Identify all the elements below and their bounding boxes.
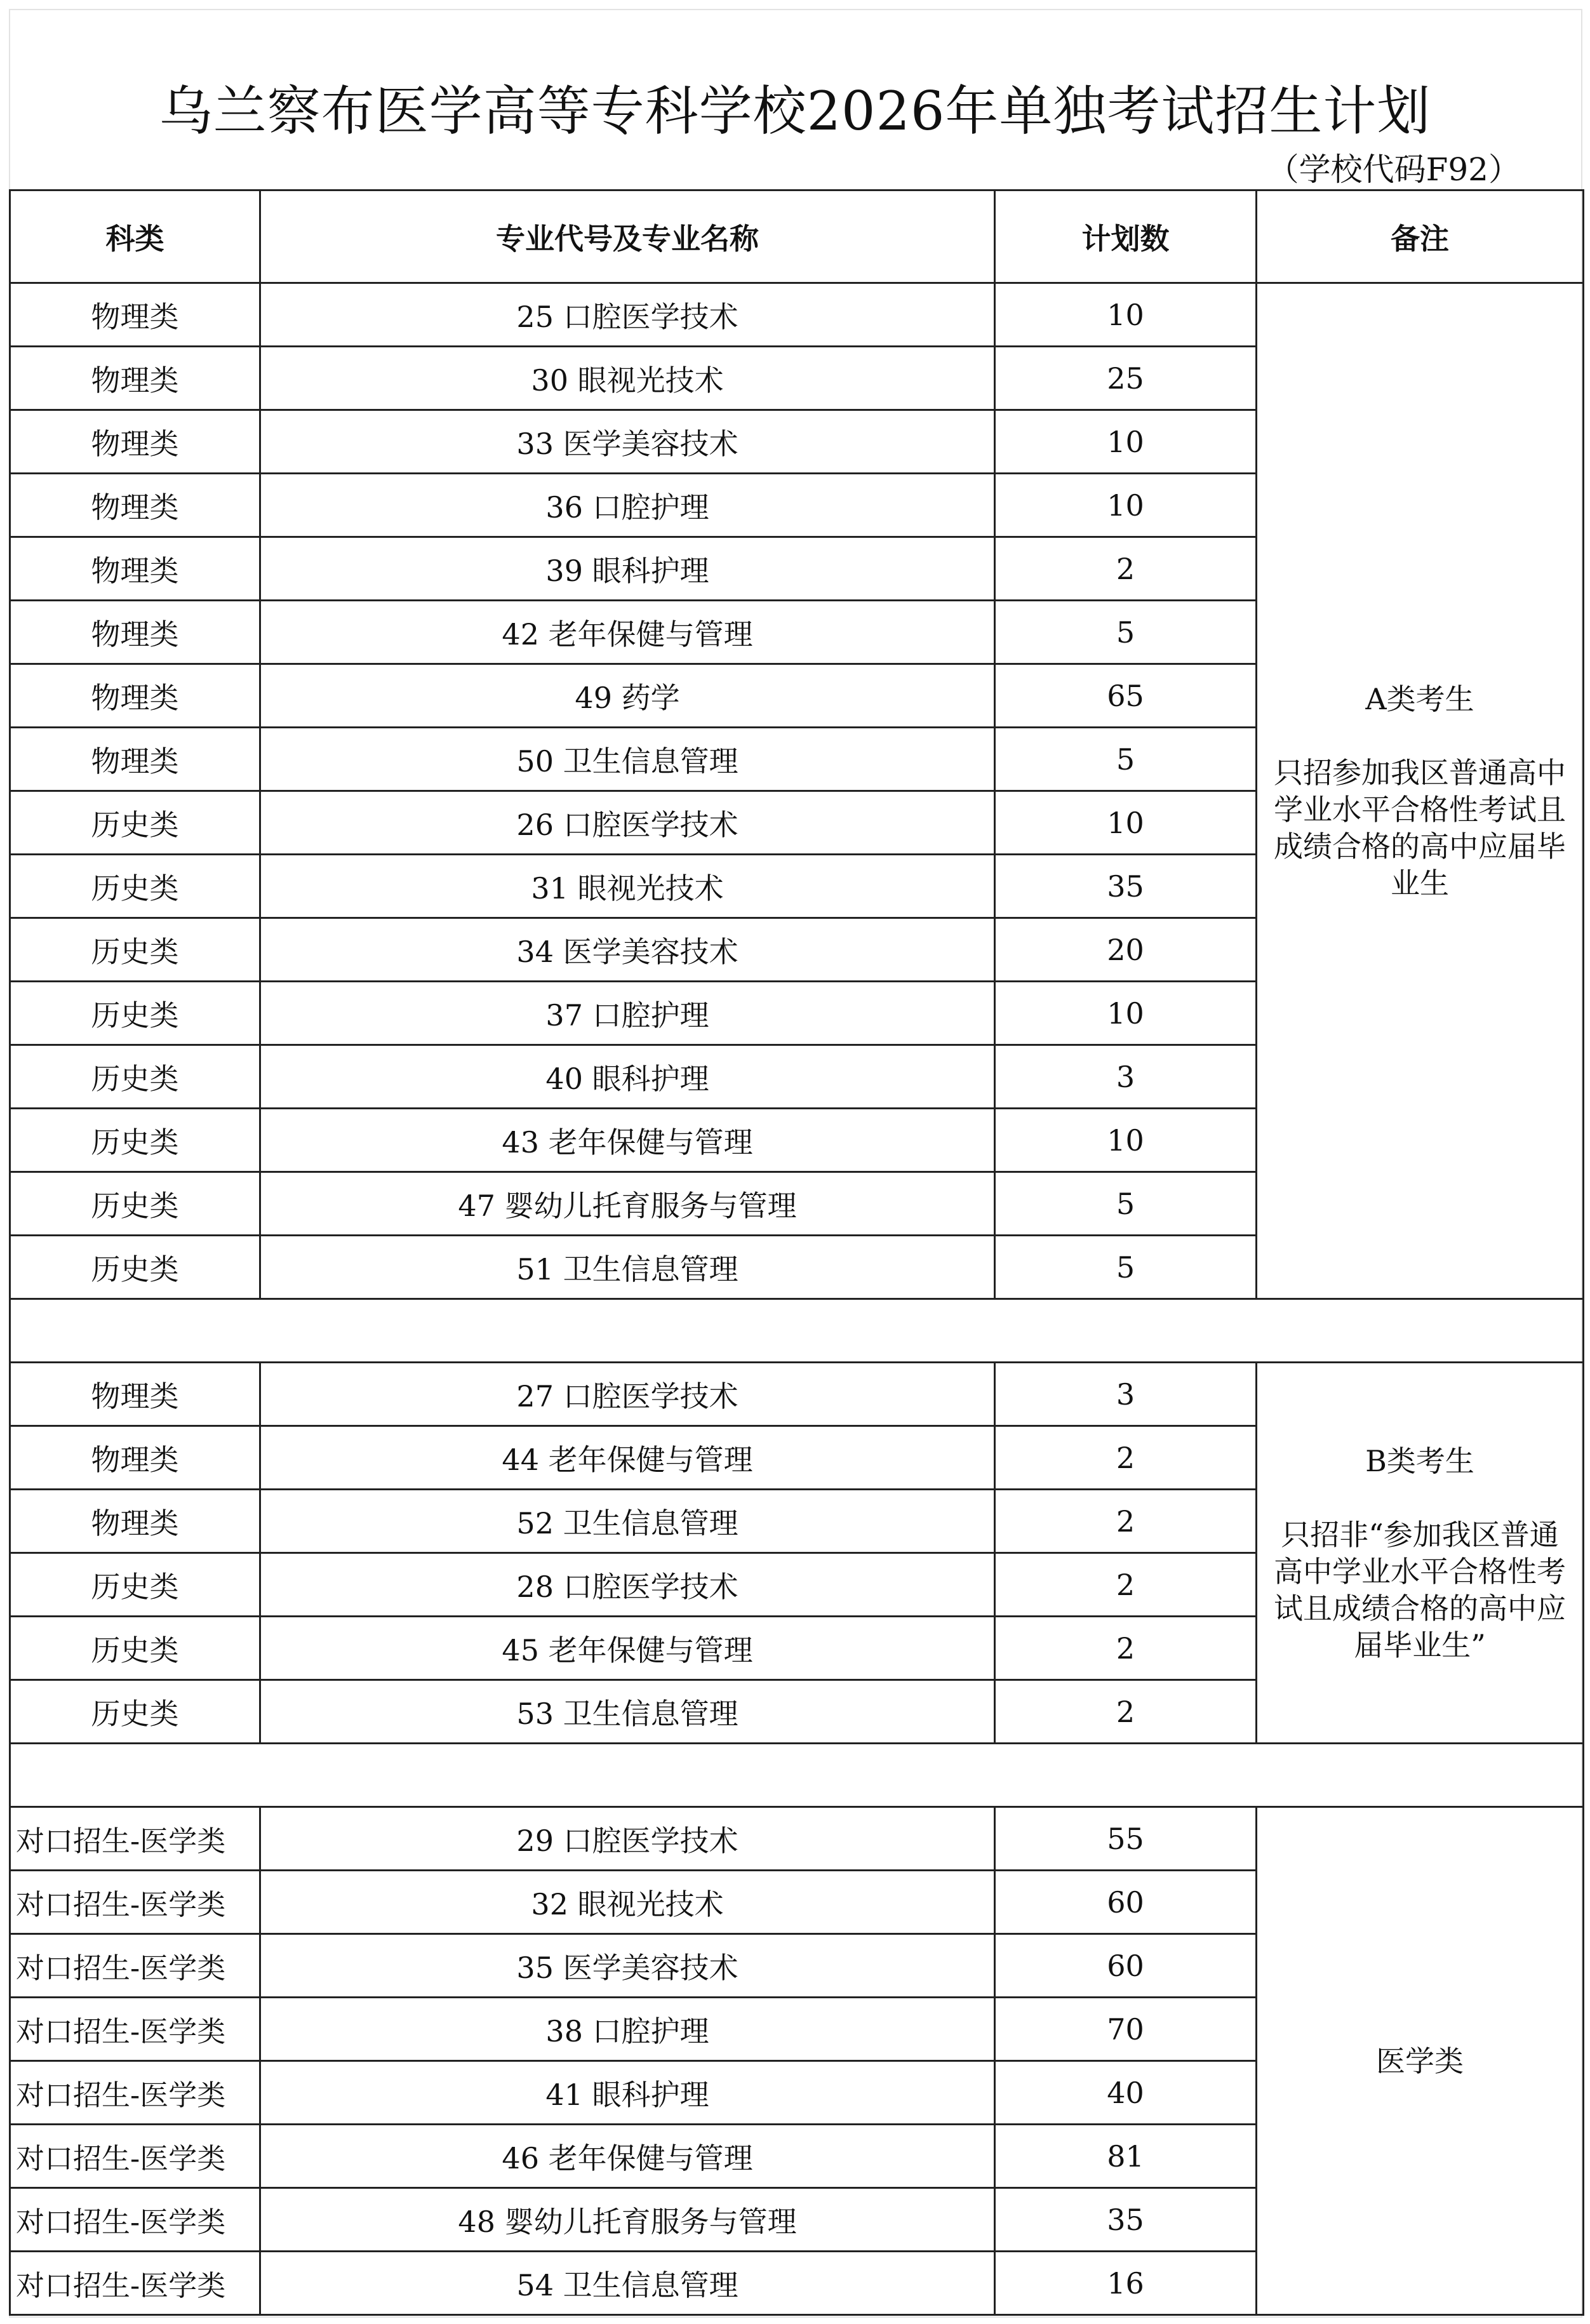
category-cell: 历史类: [10, 1617, 260, 1680]
note-text: 只招参加我区普通高中学业水平合格性考试且成绩合格的高中应届毕业生: [1274, 755, 1566, 900]
count-cell: 2: [995, 1426, 1257, 1490]
category-cell: 历史类: [10, 1045, 260, 1109]
major-cell: 37 口腔护理: [260, 982, 995, 1045]
header-row: [10, 190, 1584, 283]
category-cell: 对口招生-医学类: [10, 1934, 260, 1998]
count-cell: 10: [995, 283, 1257, 347]
major-cell: 53 卫生信息管理: [260, 1680, 995, 1744]
category-cell: 物理类: [10, 1363, 260, 1426]
empty-cell: [1257, 1299, 1584, 1363]
count-cell: 2: [995, 1490, 1257, 1553]
major-cell: 45 老年保健与管理: [260, 1617, 995, 1680]
major-cell: 34 医学美容技术: [260, 918, 995, 982]
major-cell: 29 口腔医学技术: [260, 1807, 995, 1871]
major-cell: 35 医学美容技术: [260, 1934, 995, 1998]
category-cell: 历史类: [10, 982, 260, 1045]
header-count: 计划数: [995, 190, 1257, 283]
category-cell: 对口招生-医学类: [10, 2252, 260, 2315]
count-cell: 10: [995, 410, 1257, 474]
count-cell: 10: [995, 1109, 1257, 1172]
count-cell: 5: [995, 601, 1257, 664]
spacer-row: [10, 1299, 1584, 1363]
major-cell: 40 眼科护理: [260, 1045, 995, 1109]
note-title: A类考生: [1365, 681, 1474, 716]
major-cell: 39 眼科护理: [260, 537, 995, 601]
note-title: 医学类: [1376, 2043, 1464, 2078]
category-cell: 对口招生-医学类: [10, 1871, 260, 1934]
empty-cell: [995, 1299, 1257, 1363]
table-body: [10, 283, 1584, 2315]
major-cell: 30 眼视光技术: [260, 347, 995, 410]
note-cell: [1257, 283, 1584, 1299]
category-cell: 物理类: [10, 537, 260, 601]
empty-cell: [260, 1299, 995, 1363]
major-cell: 38 口腔护理: [260, 1998, 995, 2061]
table-row: [10, 1363, 1584, 1426]
major-cell: 46 老年保健与管理: [260, 2125, 995, 2188]
header-major: 专业代号及专业名称: [260, 190, 995, 283]
count-cell: 5: [995, 728, 1257, 791]
count-cell: 10: [995, 791, 1257, 855]
count-cell: 2: [995, 1553, 1257, 1617]
count-cell: 81: [995, 2125, 1257, 2188]
category-cell: 物理类: [10, 1490, 260, 1553]
note-title: B类考生: [1365, 1443, 1474, 1478]
count-cell: 70: [995, 1998, 1257, 2061]
enrollment-plan-table: [9, 189, 1584, 2316]
category-cell: 历史类: [10, 855, 260, 918]
count-cell: 55: [995, 1807, 1257, 1871]
table-row: [10, 283, 1584, 347]
category-cell: 物理类: [10, 347, 260, 410]
count-cell: 10: [995, 982, 1257, 1045]
empty-cell: [10, 1744, 260, 1807]
table-row: [10, 1807, 1584, 1871]
category-cell: 对口招生-医学类: [10, 1807, 260, 1871]
major-cell: 50 卫生信息管理: [260, 728, 995, 791]
major-cell: 33 医学美容技术: [260, 410, 995, 474]
note-cell: [1257, 1807, 1584, 2315]
header-category: 科类: [10, 190, 260, 283]
category-cell: 物理类: [10, 1426, 260, 1490]
count-cell: 35: [995, 855, 1257, 918]
count-cell: 35: [995, 2188, 1257, 2252]
note-text: 只招非“参加我区普通高中学业水平合格性考试且成绩合格的高中应届毕业生”: [1274, 1517, 1566, 1662]
major-cell: 52 卫生信息管理: [260, 1490, 995, 1553]
count-cell: 16: [995, 2252, 1257, 2315]
category-cell: 历史类: [10, 1680, 260, 1744]
count-cell: 60: [995, 1934, 1257, 1998]
major-cell: 51 卫生信息管理: [260, 1236, 995, 1299]
page-title: 乌兰察布医学高等专科学校2026年单独考试招生计划: [159, 80, 1431, 142]
category-cell: 物理类: [10, 664, 260, 728]
count-cell: 2: [995, 1680, 1257, 1744]
count-cell: 2: [995, 537, 1257, 601]
major-cell: 27 口腔医学技术: [260, 1363, 995, 1426]
school-code: （学校代码F92）: [1267, 151, 1520, 188]
note-cell: [1257, 1363, 1584, 1744]
category-cell: 物理类: [10, 474, 260, 537]
empty-cell: [1257, 1744, 1584, 1807]
major-cell: 31 眼视光技术: [260, 855, 995, 918]
category-cell: 物理类: [10, 410, 260, 474]
count-cell: 40: [995, 2061, 1257, 2125]
category-cell: 历史类: [10, 1236, 260, 1299]
count-cell: 10: [995, 474, 1257, 537]
major-cell: 43 老年保健与管理: [260, 1109, 995, 1172]
category-cell: 历史类: [10, 791, 260, 855]
major-cell: 28 口腔医学技术: [260, 1553, 995, 1617]
count-cell: 3: [995, 1363, 1257, 1426]
header-note: 备注: [1257, 190, 1584, 283]
category-cell: 对口招生-医学类: [10, 2188, 260, 2252]
category-cell: 历史类: [10, 1553, 260, 1617]
count-cell: 3: [995, 1045, 1257, 1109]
count-cell: 5: [995, 1236, 1257, 1299]
empty-cell: [995, 1744, 1257, 1807]
category-cell: 物理类: [10, 283, 260, 347]
major-cell: 25 口腔医学技术: [260, 283, 995, 347]
count-cell: 25: [995, 347, 1257, 410]
major-cell: 42 老年保健与管理: [260, 601, 995, 664]
count-cell: 65: [995, 664, 1257, 728]
empty-cell: [10, 1299, 260, 1363]
category-cell: 历史类: [10, 1172, 260, 1236]
category-cell: 对口招生-医学类: [10, 2125, 260, 2188]
category-cell: 历史类: [10, 918, 260, 982]
major-cell: 41 眼科护理: [260, 2061, 995, 2125]
major-cell: 48 婴幼儿托育服务与管理: [260, 2188, 995, 2252]
major-cell: 54 卫生信息管理: [260, 2252, 995, 2315]
major-cell: 32 眼视光技术: [260, 1871, 995, 1934]
major-cell: 49 药学: [260, 664, 995, 728]
category-cell: 对口招生-医学类: [10, 1998, 260, 2061]
count-cell: 2: [995, 1617, 1257, 1680]
category-cell: 物理类: [10, 728, 260, 791]
category-cell: 对口招生-医学类: [10, 2061, 260, 2125]
count-cell: 5: [995, 1172, 1257, 1236]
spacer-row: [10, 1744, 1584, 1807]
major-cell: 47 婴幼儿托育服务与管理: [260, 1172, 995, 1236]
major-cell: 36 口腔护理: [260, 474, 995, 537]
empty-cell: [260, 1744, 995, 1807]
major-cell: 44 老年保健与管理: [260, 1426, 995, 1490]
category-cell: 历史类: [10, 1109, 260, 1172]
category-cell: 物理类: [10, 601, 260, 664]
major-cell: 26 口腔医学技术: [260, 791, 995, 855]
count-cell: 20: [995, 918, 1257, 982]
count-cell: 60: [995, 1871, 1257, 1934]
